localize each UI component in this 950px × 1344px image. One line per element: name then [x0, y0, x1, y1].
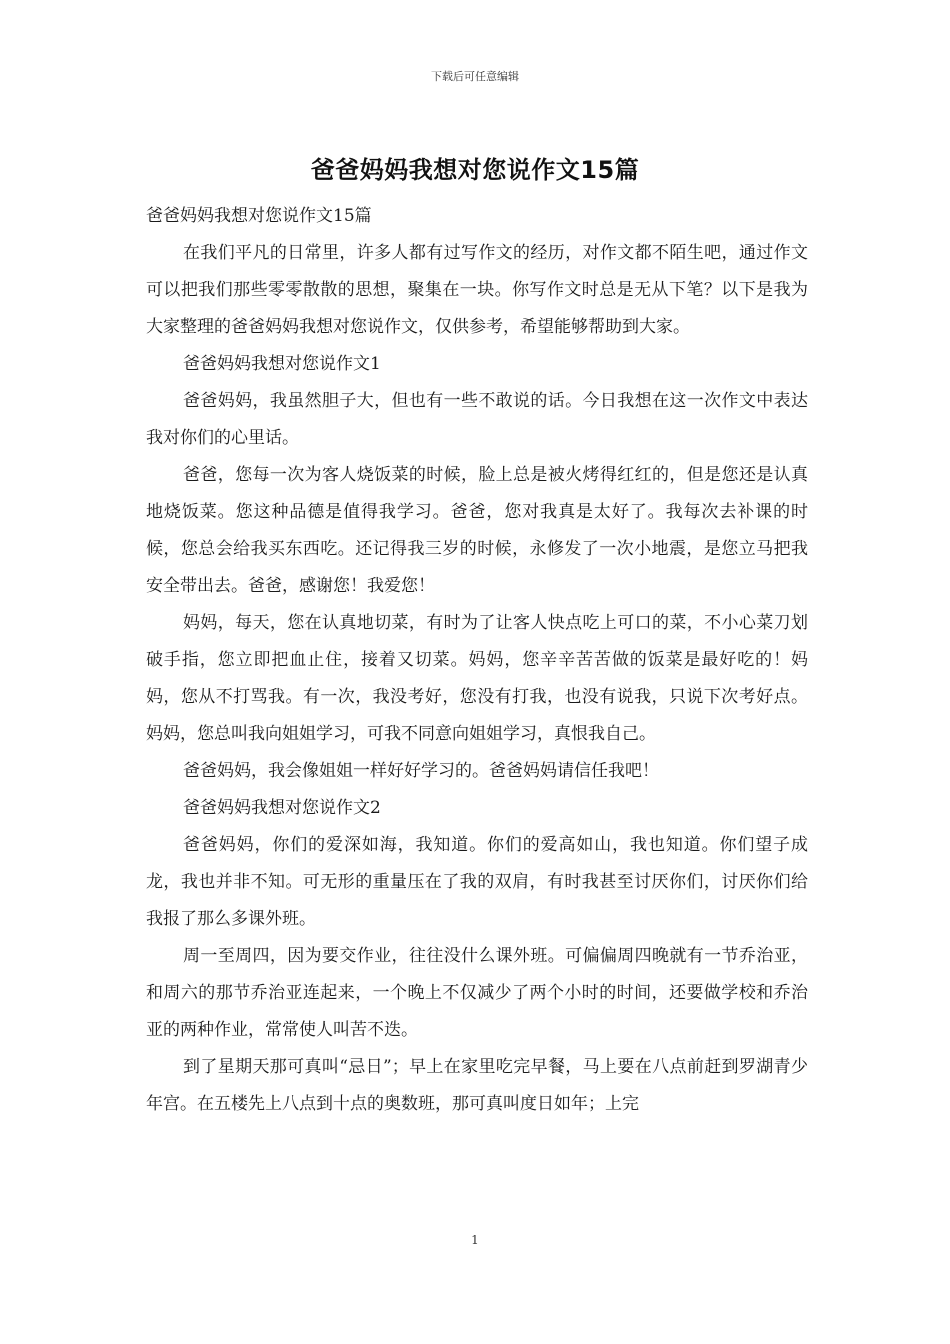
paragraph: 在我们平凡的日常里，许多人都有过写作文的经历，对作文都不陌生吧，通过作文可以把我们那些零零散散的思想，聚集在一块。你写作文时总是无从下笔？以下是我为大家整理的爸爸妈妈我想对您说作文，仅供参考，希望能够帮助到大家。: [146, 243, 808, 337]
section-heading: 爸爸妈妈我想对您说作文1: [183, 354, 381, 374]
paragraph: 妈妈，每天，您在认真地切菜，有时为了让客人快点吃上可口的菜，不小心菜刀划破手指，您立即把血止住，接着又切菜。妈妈，您辛辛苦苦做的饭菜是最好吃的！妈妈，您从不打骂我。有一次，我没考好，您没有打我，也没有说我，只说下次考好点。妈妈，您总叫我向姐姐学习，可我不同意向姐姐学习，真恨我自己。: [146, 613, 808, 744]
paragraph: 周一至周四，因为要交作业，往往没什么课外班。可偏偏周四晚就有一节乔治亚，和周六的那节乔治亚连起来，一个晚上不仅减少了两个小时的时间，还要做学校和乔治亚的两种作业，常常使人叫苦不迭。: [146, 946, 808, 1040]
paragraph: 到了星期天那可真叫“忌日”；早上在家里吃完早餐，马上要在八点前赶到罗湖青少年宫。在五楼先上八点到十点的奥数班，那可真叫度日如年；上完: [146, 1057, 808, 1114]
paragraph: 爸爸妈妈，我虽然胆子大，但也有一些不敢说的话。今日我想在这一次作文中表达我对你们的心里话。: [146, 391, 808, 448]
paragraph: 爸爸妈妈，我会像姐姐一样好好学习的。爸爸妈妈请信任我吧！: [183, 761, 659, 781]
document-title: 爸爸妈妈我想对您说作文15篇: [310, 156, 640, 184]
paragraph: 爸爸妈妈，你们的爱深如海，我知道。你们的爱高如山，我也知道。你们望子成龙，我也并非不知。可无形的重量压在了我的双肩，有时我甚至讨厌你们，讨厌你们给我报了那么多课外班。: [146, 835, 808, 929]
header-note: 下载后可任意编辑: [431, 70, 519, 83]
paragraph: 爸爸，您每一次为客人烧饭菜的时候，脸上总是被火烤得红红的，但是您还是认真地烧饭菜。您这种品德是值得我学习。爸爸，您对我真是太好了。我每次去补课的时候，您总会给我买东西吃。还记得我三岁的时候，永修发了一次小地震，是您立马把我安全带出去。爸爸，感谢您！我爱您！: [146, 465, 808, 596]
section-heading: 爸爸妈妈我想对您说作文2: [183, 798, 381, 818]
paragraph-subtitle: 爸爸妈妈我想对您说作文15篇: [146, 206, 372, 226]
document-body: [146, 198, 808, 1123]
page-number: 1: [471, 1233, 479, 1247]
